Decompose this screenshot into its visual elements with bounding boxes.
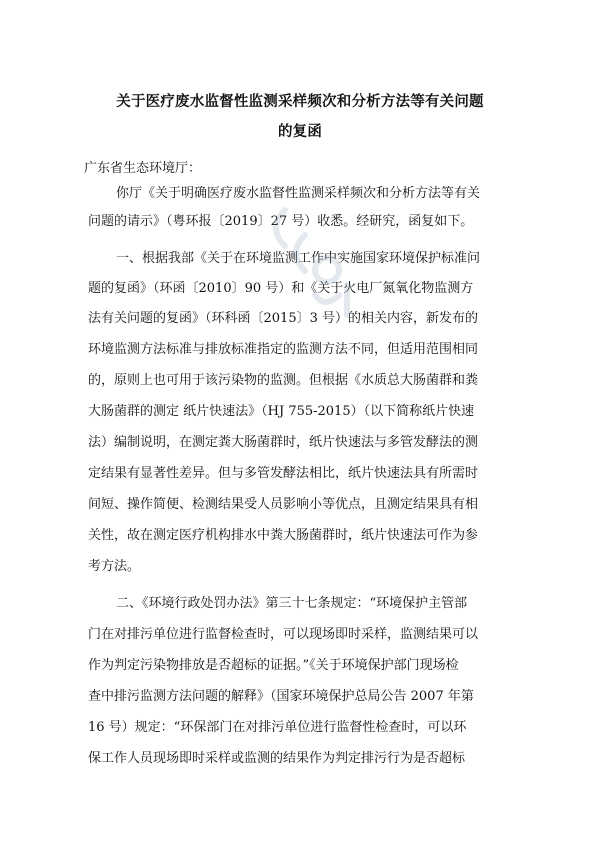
body-line: 你厅《关于明确医疗废水监督性监测采样频次和分析方法等有关: [116, 186, 481, 201]
body-line: 法）编制说明，在测定粪大肠菌群时，纸片快速法与多管发酵法的测: [88, 435, 479, 450]
body-line: 大肠菌群的测定 纸片快速法》（HJ 755-2015）（以下简称纸片快速: [88, 404, 475, 419]
body-line: 查中排污监测方法问题的解释》（国家环境保护总局公告 2007 年第: [88, 689, 474, 704]
body-line: 作为判定污染物排放是否超标的证据。”《关于环境保护部门现场检: [88, 658, 459, 673]
addressee: 广东省生态环境厅：: [84, 161, 202, 176]
body-line: 间短、操作简便、检测结果受人员影响小等优点，且测定结果具有相: [88, 497, 479, 512]
body-line: 保工作人员现场即时采样或监测的结果作为判定排污行为是否超标: [88, 751, 466, 766]
body-line: 问题的请示》（粤环报〔2019〕27 号）收悉。经研究，函复如下。: [88, 214, 474, 229]
body-line: 门在对排污单位进行监督检查时，可以现场即时采样，监测结果可以: [88, 627, 479, 642]
body-line: 的，原则上也可用于该污染物的监测。但根据《水质总大肠菌群和粪: [88, 373, 479, 388]
body-line: 法有关问题的复函》（环科函〔2015〕3 号）的相关内容，新发布的: [88, 311, 478, 326]
body-line: 环境监测方法标准与排放标准指定的监测方法不同，但适用范围相同: [88, 342, 479, 357]
body-line: 关性，故在测定医疗机构排水中粪大肠菌群时，纸片快速法可作为参: [88, 528, 479, 543]
body-line: 一、根据我部《关于在环境监测工作中实施国家环境保护标准问: [116, 251, 481, 266]
document-title-line-2: 的复函: [277, 124, 323, 140]
body-line: 二、《环境行政处罚办法》第三十七条规定：“环境保护主管部: [116, 596, 468, 611]
document-title-line-1: 关于医疗废水监督性监测采样频次和分析方法等有关问题: [116, 94, 484, 110]
body-line: 考方法。: [88, 559, 141, 574]
body-line: 题的复函》（环函〔2010〕90 号）和《关于火电厂氮氧化物监测方: [88, 281, 474, 296]
body-line: 定结果有显著性差异。但与多管发酵法相比，纸片快速法具有所需时: [88, 466, 479, 481]
body-line: 16 号）规定：“环保部门在对排污单位进行监督性检查时，可以环: [88, 720, 467, 735]
